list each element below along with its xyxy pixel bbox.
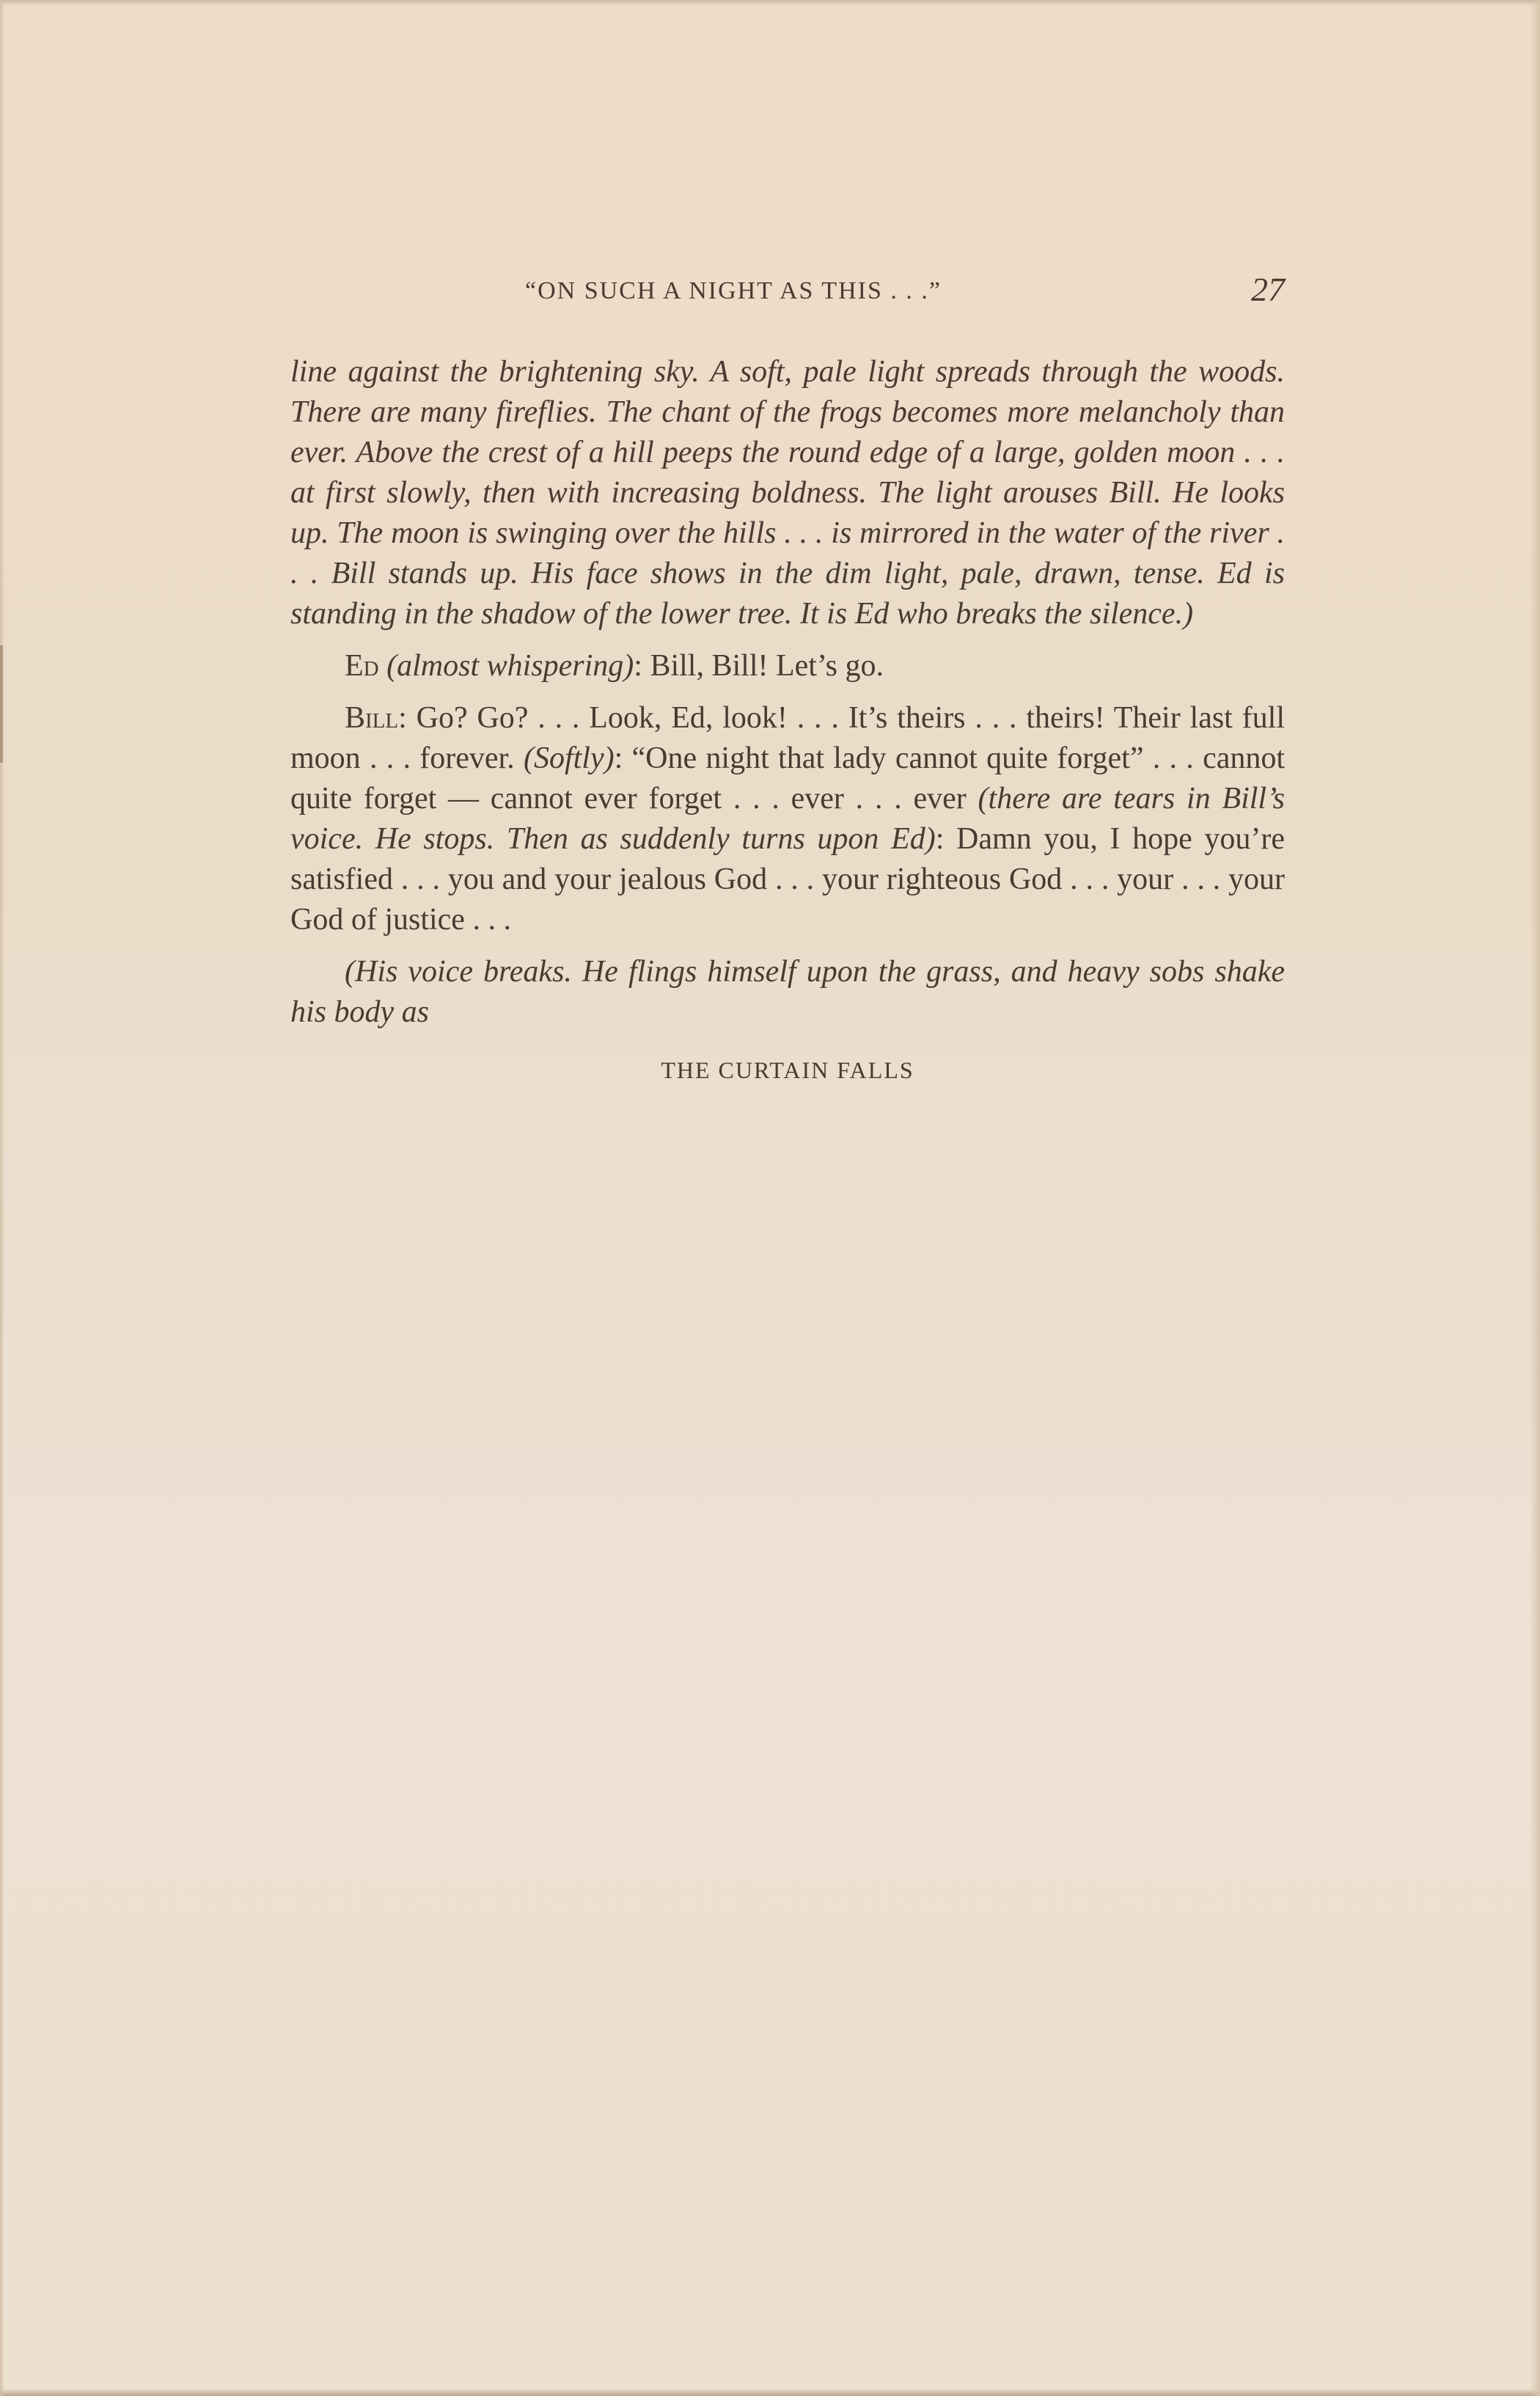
bill-line-3: Damn you, I hope you’re satisfied . . . you and your jealous God . . . your righteous God . . . your . . . your God of justice . . .: [290, 822, 1286, 937]
bill-direction-softly: (Softly): [523, 741, 615, 775]
page-edge-bottom: [0, 2389, 1540, 2396]
bill-colon-3: :: [935, 822, 945, 856]
curtain-falls: THE CURTAIN FALLS: [661, 1057, 914, 1083]
running-title: “ON SUCH A NIGHT AS THIS . . .”: [525, 277, 942, 304]
bill-line-2: “One night that lady cannot quite forget” . . . cannot quite forget — cannot ever forget . . . ever . . . ever: [290, 741, 1286, 816]
bill-direction-tears: (there are tears in Bill’s voice. He stops. Then as suddenly turns upon Ed): [290, 782, 1286, 856]
speaker-ed: Ed: [345, 649, 379, 683]
bill-colon-2: :: [614, 741, 623, 775]
page-edge-right: [1530, 0, 1540, 2396]
running-head: [290, 270, 1285, 321]
ed-colon: :: [634, 649, 642, 683]
ed-direction: (almost whispering): [386, 649, 634, 683]
ed-speech: [290, 646, 1285, 686]
page-edge-left: [0, 0, 4, 2396]
bill-speech: [290, 698, 1285, 940]
bill-colon: :: [398, 701, 407, 735]
page-number: 27: [1251, 271, 1285, 308]
ed-line: Bill, Bill! Let’s go.: [650, 649, 884, 683]
stage-direction: line against the brightening sky. A soft, pale light spreads through the woods. There are many fireflies. The chant of the frogs becomes more melancholy than ever. Above the crest of a hill peeps the round edge of a large, golden moon . . . at first slowly, then with increasing boldness. The light arouses Bill. He looks up. The moon is swinging over the hills . . . is mirrored in the water of the river . . . Bill stands up. His face shows in the dim light, pale, drawn, tense. Ed is standing in the shadow of the lower tree. It is Ed who breaks the silence.): [290, 355, 1285, 631]
binding-mark: [0, 645, 3, 763]
play-text: [290, 352, 1285, 1091]
closing-stage-direction: (His voice breaks. He flings himself upon the grass, and heavy sobs shake his body as: [290, 955, 1285, 1029]
bill-line-1: Go? Go? . . . Look, Ed, look! . . . It’s theirs . . . theirs! Their last full moon . . . forever.: [290, 701, 1286, 775]
speaker-bill: Bill: [345, 701, 399, 735]
page-edge-top: [0, 0, 1540, 6]
